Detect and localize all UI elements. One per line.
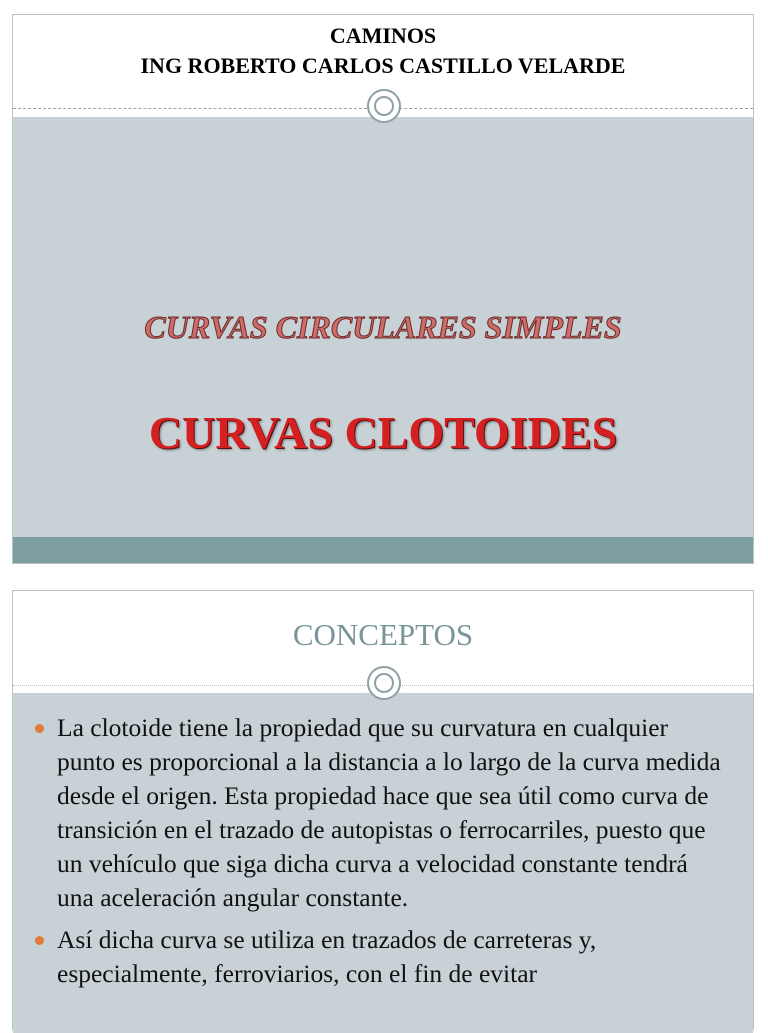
title-panel <box>13 117 753 537</box>
author-name: ING ROBERTO CARLOS CASTILLO VELARDE <box>140 53 626 78</box>
ring-ornament-icon <box>367 666 401 700</box>
bullet-dot-icon <box>35 724 44 733</box>
bullet-text: La clotoide tiene la propiedad que su curvatura en cualquier punto es proporcional a la distancia a lo largo de la curva medida desde el origen. Esta propiedad hace que sea útil como curva de transición en el trazado de autopistas o ferrocarriles, puesto que un vehículo que siga dicha curva a velocidad constante tendrá una aceleración angular constante. <box>57 713 721 912</box>
course-name: CAMINOS <box>329 23 437 48</box>
bullet-list <box>33 711 729 999</box>
subtitle-curvas-circulares: CURVAS CIRCULARES SIMPLES <box>144 309 622 345</box>
slide-title <box>12 14 754 564</box>
section-title: CONCEPTOS <box>292 617 474 652</box>
bullet-text: Así dicha curva se utiliza en trazados de carreteras y, especialmente, ferroviarios, con el fin de evitar <box>57 925 597 988</box>
list-item <box>33 711 729 915</box>
ring-ornament-icon <box>367 89 401 123</box>
title-curvas-clotoides: CURVAS CLOTOIDES <box>148 407 618 458</box>
bullet-dot-icon <box>35 936 44 945</box>
list-item <box>33 923 729 991</box>
bottom-band <box>13 537 753 563</box>
slide-concepts <box>12 590 754 1030</box>
